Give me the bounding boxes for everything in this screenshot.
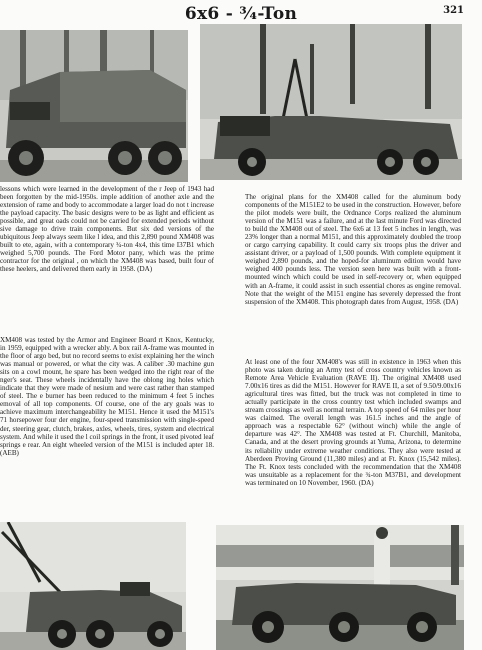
photo-rave-ii-truck (216, 525, 464, 650)
page-title: 6x6 - ¾-Ton (184, 4, 298, 24)
page-number: 321 (443, 5, 464, 16)
photo-winch-wrecker (0, 522, 186, 650)
paragraph-left-1: lessons which were learned in the development of the r Jeep of 1943 had been forgotten by the mid-1950s. imple addition of another axle and the extension of rame and body to accommodate a larger load do not t increase the payload capacity. The basic designs were to be as light and efficient as possible, and great oads could not be carried for extended periods without sive damage to drive train components. But six ded versions of the ubiquitous Jeep always seem like l idea, and this 2,890 pound XM408 was built to ete, again, with a contemporary ¾-ton 4x4, this time I37B1 which weighed 5,700 pounds. The Ford Motor pany, which was the prime contractor for the original , on which the XM408 was based, built four of these heelers, and delivered them early in 1958. (DA) (0, 185, 214, 274)
paragraph-right-2: At least one of the four XM408's was still in existence in 1963 when this photo was taken during an Army test of cross country vehicles known as Remote Area Vehicle Evaluation (RAVE II). The original XM408 used 7.00x16 tires as did the M151. However for RAVE II, a set of 9.50/9.00x16 agricultural tires was fitted, but the truck was not completed in time to actually participate in the cross country test which included swamps and stream crossings as well as normal terrain. A top speed of 64 miles per hour was claimed. The overall length was 161.5 inches and the angle of approach was a respectable 62° (without winch) while the angle of departure was 42°. The XM408 was tested at Ft. Churchill, Manitoba, Canada, and at the desert proving grounds at Yuma, Arizona, to determine its reliability under extreme weather conditions. They also were tested at Aberdeen Proving Ground (11,380 miles) and at Ft. Knox (15,542 miles). The Ft. Knox tests concluded with the recommendation that the XM408 was unsuitable as a replacement for the ¾-ton M37B1, and development was terminated on 10 November, 1960. (DA) (245, 358, 461, 487)
photo-canvas-top-truck (0, 30, 188, 182)
photo-wrecker-jeep (200, 24, 462, 180)
paragraph-left-2: XM408 was tested by the Armor and Engineer Board rt Knox, Kentucky, in 1959, equipped with a wrecker ably. A box rail A-frame was mounted in the floor of argo bed, but no record seems to exist explaining her the winch was manual or powered, or what the city was. A caliber .30 machine gun sits on a cowl mount, he spare has been wedged into the right rear of the nger's seat. These wheels incidentally have the oblong ing holes which indicate that they were made of nesium and were cast rather than stamped of steel. The e burner has been reduced to the minimum 4 feet 5 inches emoval of all top components. Of course, one of the ary goals was to achieve maximum interchangeability he M151. Hence it used the M151's 71 horsepower four der engine, four-speed transmission with single-speed der, steering gear, clutch, brakes, axles, wheels, tires, system and electrical system. And while it used the l coil springs in the front, it used pivoted leaf springs e rear. An eight wheeled version of the M151 is included apter 18. (AEB) (0, 336, 214, 457)
paragraph-right-1: The original plans for the XM408 called for the aluminum body components of the M151E2 to be used in the construction. However, before the pilot models were built, the Ordnance Corps realized the aluminum version of the M151 was a failure, and at the last minute Ford was directed to build the XM408 out of steel. The 6x6 at 13 feet 5 inches in length, was 23% longer than a normal M151, and this approximately doubled the troop or cargo carrying capability. It could carry six troops plus the driver and assistant driver, or a payload of 1,500 pounds. With complete equipment it weighed 2,890 pounds, and the hoped-for aluminum edition would have weighed 400 pounds less. The version seen here was built with a front-mounted winch which could be used in self-recovery or, when equipped with an A-frame, it could assist in such essential chores as engine removal. Note that the weight of the M151 engine has severely depressed the front suspension of the XM408. This photograph dates from August, 1958. (DA) (245, 193, 461, 306)
